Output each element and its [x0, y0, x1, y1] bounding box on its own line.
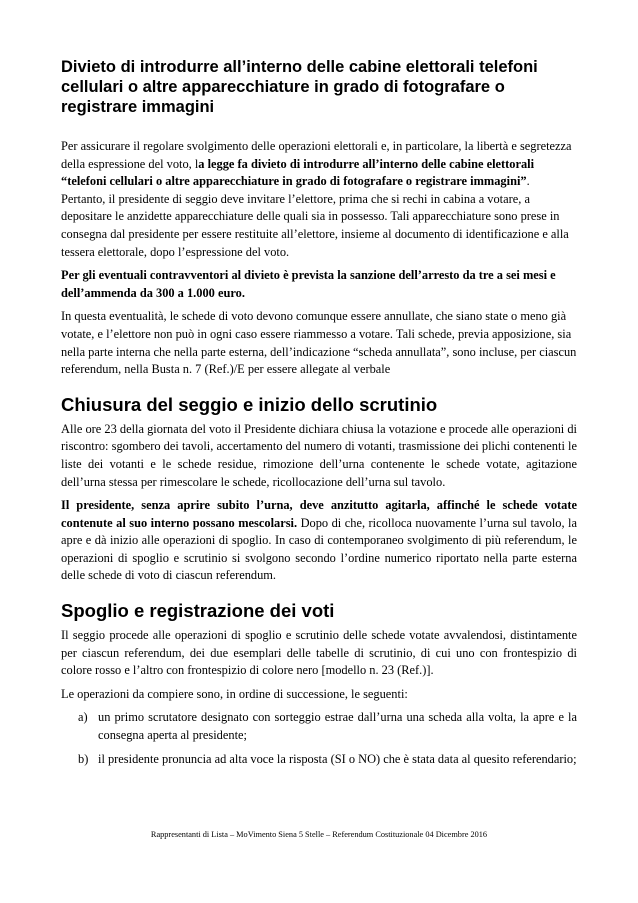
paragraph-divieto-intro-text-b: . Pertanto, il presidente di seggio deve invitare l’elettore, prima che si rechi in cabina a votare, a depositare le anzidette apparecchiature delle quali sia in possesso. Tali apparecchiature sono prese in consegna dal presidente per essere restituite all’elettore, insieme al documento di identificazione e alla tessera elettorale, dopo l’espressione del voto. [61, 174, 569, 259]
paragraph-agitazione-urna-bold: Il presidente, senza aprire subito l’urna, deve anzitutto agitarla, affinché le schede votate contenute al suo interno possano mescolarsi. [61, 498, 577, 530]
list-item-text: un primo scrutatore designato con sorteggio estrae dall’urna una scheda alla volta, la apre e la consegna aperta al presidente; [98, 710, 577, 743]
list-item-label: a) [78, 710, 88, 725]
operations-list [61, 709, 577, 768]
paragraph-schede-annullate: In questa eventualità, le schede di voto devono comunque essere annullate, che siano state o meno già votate, e l’elettore non può in ogni caso essere riammesso a votare. Tali schede, previa apposizione, sia nella parte interna che nella parte esterna, dell’indicazione “scheda annullata”, sono incluse, per ciascun referendum, nella Busta n. 7 (Ref.)/E per essere allegate al verbale [61, 309, 577, 377]
paragraph-agitazione-urna [61, 497, 577, 585]
paragraph-chiusura-riscontro: Alle ore 23 della giornata del voto il Presidente dichiara chiusa la votazione e procede alle operazioni di riscontro: sgombero dei tavoli, accertamento del numero di votanti, trasmissione dei plichi contenenti le liste dei votanti e le schede residue, rimozione dell’urna contenente le schede votate, agitazione dell’urna stessa per rimescolare le schede, ricollocazione dell’urna sul tavolo. [61, 421, 577, 489]
paragraph-agitazione-urna-text: Dopo di che, ricolloca nuovamente l’urna sul tavolo, la apre e dà inizio alle operazioni di spoglio. In caso di contemporaneo svolgimento di più referendum, le operazioni di spoglio e scrutinio si svolgono secondo l’ordine numerico riportato nella parte esterna delle schede di voto di ciascun referendum. [61, 515, 578, 583]
paragraph-divieto-intro [61, 138, 577, 261]
document-content [61, 57, 577, 768]
paragraph-divieto-intro-bold: a legge fa divieto di introdurre all’interno delle cabine elettorali “telefoni cellulari o altre apparecchiature in grado di fotografare o registrare immagini” [61, 156, 535, 189]
paragraph-sanzione [61, 267, 577, 302]
paragraph-spoglio-tabelle: Il seggio procede alle operazioni di spoglio e scrutinio delle schede votate avvalendosi, distintamente per ciascun referendum, dei due esemplari delle tabelle di scrutinio, di cui uno con frontespizio di colore rosso e l’altro con frontespizio di colore nero [modello n. 23 (Ref.)]. [61, 628, 577, 678]
list-item-text: il presidente pronuncia ad alta voce la risposta (SI o NO) che è stata data al quesito referendario; [98, 751, 577, 766]
paragraph-sanzione-bold: Per gli eventuali contravventori al divieto è prevista la sanzione dell’arresto da tre a sei mesi e dell’ammenda da 300 a 1.000 euro. [61, 268, 556, 300]
paragraph-divieto-intro-text-a: Per assicurare il regolare svolgimento delle operazioni elettorali e, in particolare, la libertà e segretezza della espressione del voto, l [61, 139, 572, 171]
section-title-divieto: Divieto di introdurre all’interno delle cabine elettorali telefoni cellulari o altre apparecchiature in grado di fotografare o registrare immagini [61, 58, 538, 116]
section-title-spoglio: Spoglio e registrazione dei voti [61, 600, 335, 622]
section-title-chiusura: Chiusura del seggio e inizio dello scrutinio [61, 393, 438, 415]
list-item-label: b) [78, 751, 89, 766]
page-footer: Rappresentanti di Lista – MoVimento Siena 5 Stelle – Referendum Costituzionale 04 Dicembre 2016 [150, 830, 488, 839]
list-item [61, 751, 577, 769]
paragraph-operazioni-intro: Le operazioni da compiere sono, in ordine di successione, le seguenti: [61, 686, 408, 701]
list-item [61, 709, 577, 744]
